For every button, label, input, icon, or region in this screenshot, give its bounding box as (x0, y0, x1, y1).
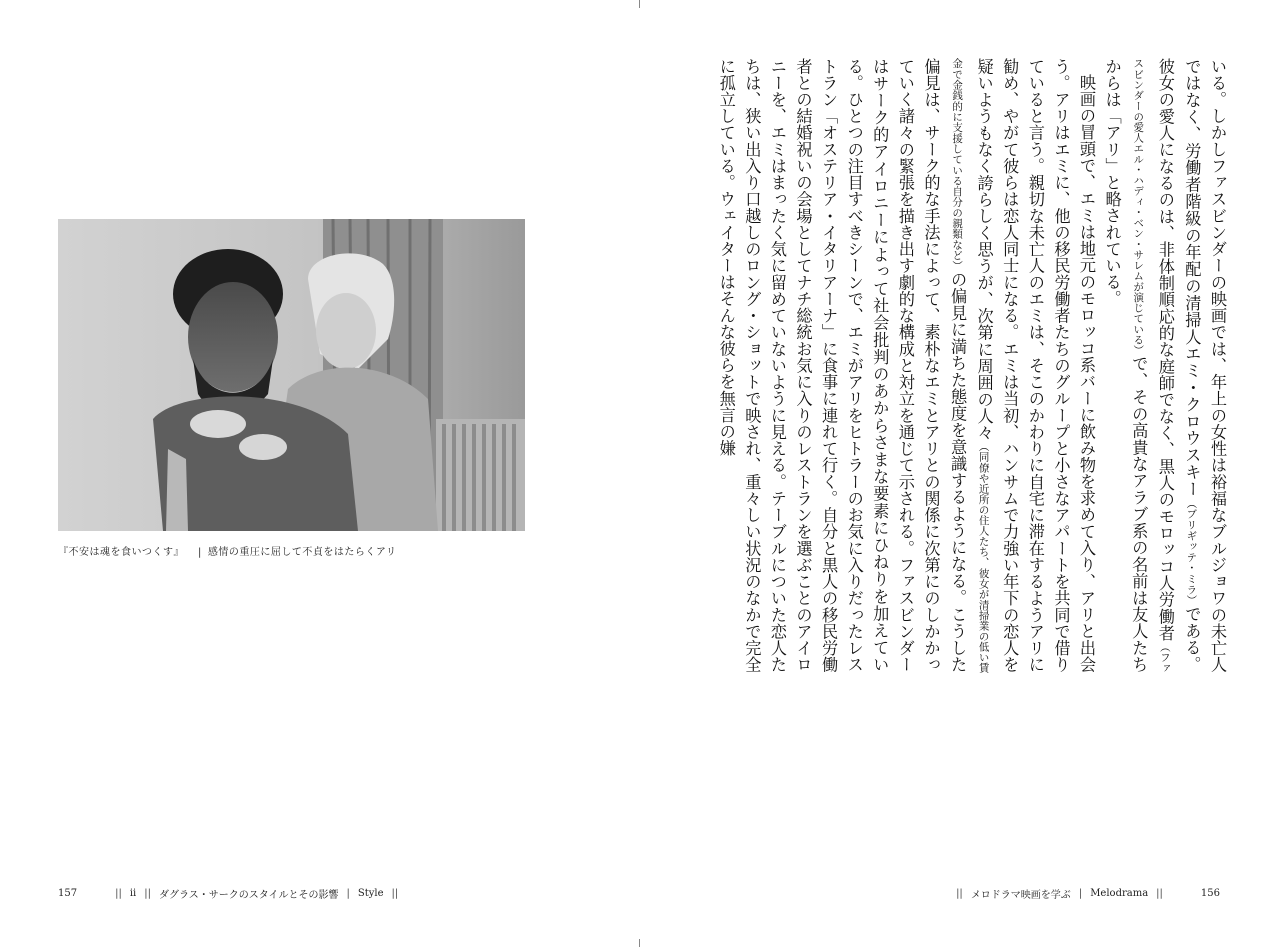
caption-film-title: 『不安は魂を食いつくす』 (58, 547, 184, 558)
footer-divider: || (144, 888, 151, 899)
footer-part-label: ii (129, 888, 137, 899)
footer-divider: || (115, 888, 122, 899)
crop-mark-top (639, 0, 640, 8)
footer-divider: || (391, 888, 399, 899)
footer-divider: | (346, 888, 350, 899)
left-page-footer (58, 886, 406, 901)
paragraph-1-text: いる。しかしファスビンダーの映画では、年上の女性は裕福なブルジョワの未亡人ではなく、労働者階級の年配の清掃人エミ・クロウスキー (1182, 58, 1227, 673)
paragraph-1-text: で、その高貴なアラブ系の名前は友人たちからは「アリ」と略されている。 (1102, 58, 1149, 673)
inline-note: （ブリギッテ・ミラ） (1185, 497, 1198, 606)
left-page-number: 157 (58, 888, 78, 899)
footer-divider: || (956, 888, 963, 899)
paragraph-2-text: 映画の冒頭で、エミは地元のモロッコ系バーに飲み物を求めて入り、アリと出会う。アリはエミに、他の移民労働者たちのグループと小さなアパートを共同で借りていると言う。親切な未亡人のエミは、そこのかわりに自宅に滞在するようアリに勧め、やがて彼らは恋人同士になる。エミは当初、ハンサムで力強い年下の恋人を疑いようもなく誇らしく思うが、次第に周囲の人々 (974, 58, 1097, 673)
paragraph-1 (1099, 58, 1230, 673)
paragraph-2 (713, 58, 1099, 673)
caption-text: 感情の重圧に屈して不貞をはたらくアリ (207, 547, 397, 558)
footer-chapter-title: ダグラス・サークのスタイルとその影響 (159, 890, 339, 901)
footer-section-label: Melodrama (1090, 888, 1149, 899)
footer-divider: | (1078, 888, 1083, 899)
footer-divider: || (1156, 888, 1163, 899)
film-still-photo (58, 219, 525, 531)
crop-mark-bottom (639, 939, 640, 947)
photo-caption (58, 543, 396, 558)
right-page-number: 156 (1200, 888, 1220, 899)
inline-note: （ファスビンダーの愛人エル・ハディ・ベン・サレムが演じている） (1132, 58, 1171, 674)
vertical-body-text (716, 58, 1230, 674)
right-page-footer (948, 886, 1220, 901)
caption-separator: | (198, 547, 202, 558)
inline-note: （同僚や近所の住人たち、彼女が清掃業の低い賃金で金銭的に支援している自分の親類など） (951, 58, 990, 673)
footer-chapter-title: メロドラマ映画を学ぶ (970, 890, 1071, 901)
paragraph-2-text: の偏見に満ちた態度を意識するようになる。こうした偏見は、サーク的な手法によって、素朴なエミとアリとの関係に次第にのしかかっていく諸々の緊張を描き出す劇的な構成と対立を通じて示される。ファスビンダーはサーク的アイロニーによって社会批判のあからさまな要素にひねりを加えている。ひとつの注目すべきシーンで、エミがアリをヒトラーのお気に入りだったレストラン「オステリア・イタリアーナ」に食事に連れて行く。自分と黒人の移民労働者との結婚祝いの会場としてナチ総統お気に入りのレストランを選ぶことのアイロニーを、エミはまったく気に留めていないように見える。テーブルについた恋人たちは、狭い出入り口越しのロング・ショットで映され、重々しい状況のなかで完全に孤立している。ウェイターはそんな彼らを無言の嫌 (716, 58, 968, 674)
footer-section-label: Style (357, 888, 384, 899)
paragraph-1-text: である。彼女の愛人になるのは、非体制順応的な庭師でなく、黒人のモロッコ人労働者 (1155, 58, 1202, 673)
